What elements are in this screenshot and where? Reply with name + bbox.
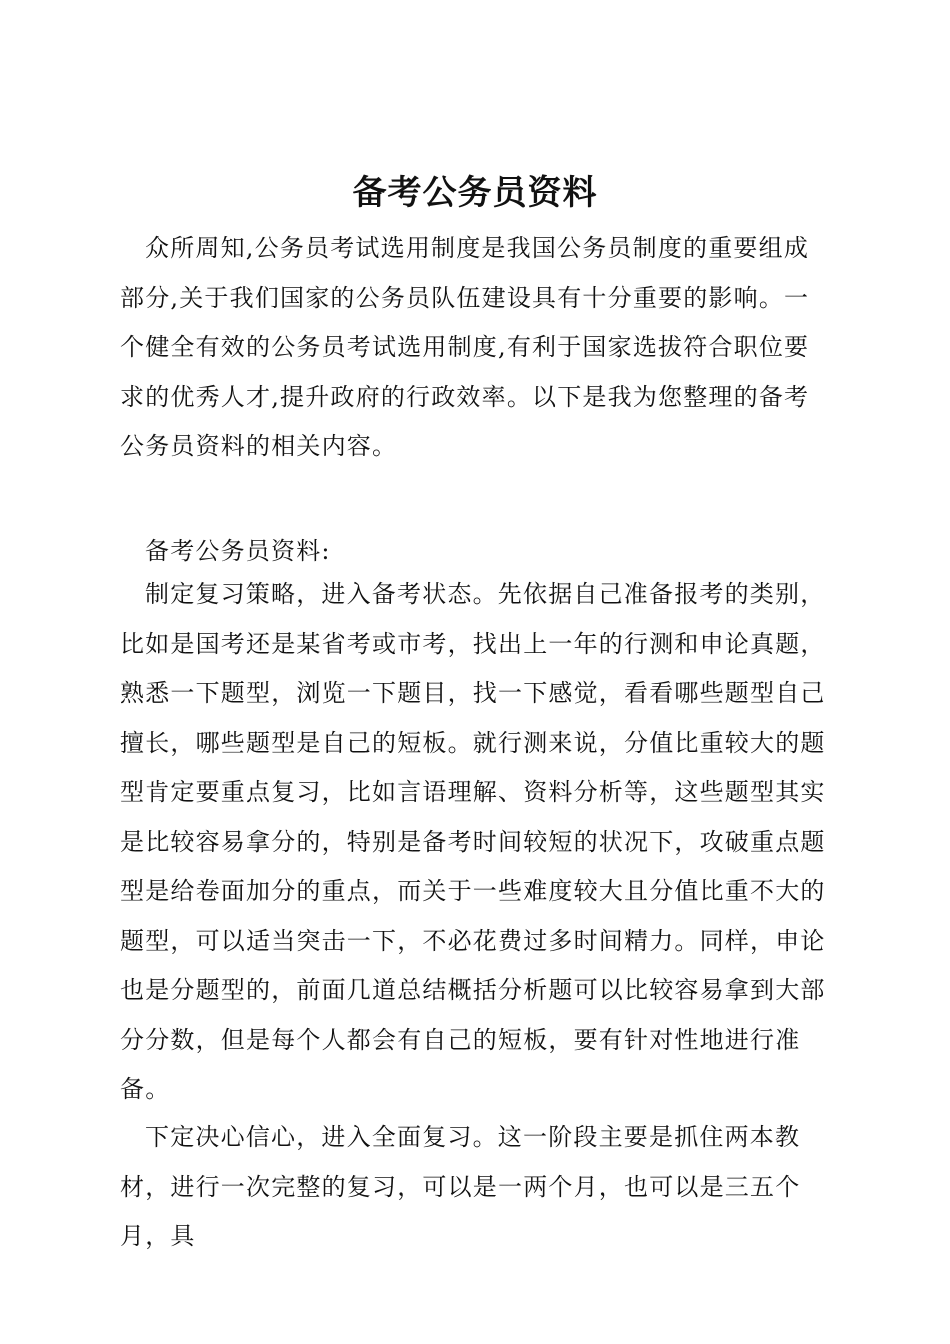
paragraph-strategy: 制定复习策略，进入备考状态。先依据自己准备报考的类别，比如是国考还是某省考或市考，找出上一年的行测和申论真题，熟悉一下题型，浏览一下题目，找一下感觉，看看哪些题型自己擅长，哪些题型是自己的短板。就行测来说，分值比重较大的题型肯定要重点复习，比如言语理解、资料分析等，这些题型其实是比较容易拿分的，特别是备考时间较短的状况下，攻破重点题型是给卷面加分的重点，而关于一些难度较大且分值比重不大的题型，可以适当突击一下，不必花费过多时间精力。同样，申论也是分题型的，前面几道总结概括分析题可以比较容易拿到大部分分数，但是每个人都会有自己的短板，要有针对性地进行准备。 [120,580,826,1103]
paragraph-section-heading: 备考公务员资料: [145,537,331,565]
paragraph-review: 下定决心信心，进入全面复习。这一阶段主要是抓住两本教材，进行一次完整的复习，可以是一两个月，也可以是三五个月，具 [120,1123,801,1250]
document-title: 备考公务员资料 [352,172,598,213]
paragraph-intro: 众所周知,公务员考试选用制度是我国公务员制度的重要组成部分,关于我们国家的公务员队伍建设具有十分重要的影响。一个健全有效的公务员考试选用制度,有利于国家选拔符合职位要求的优秀人才,提升政府的行政效率。以下是我为您整理的备考公务员资料的相关内容。 [120,234,810,460]
